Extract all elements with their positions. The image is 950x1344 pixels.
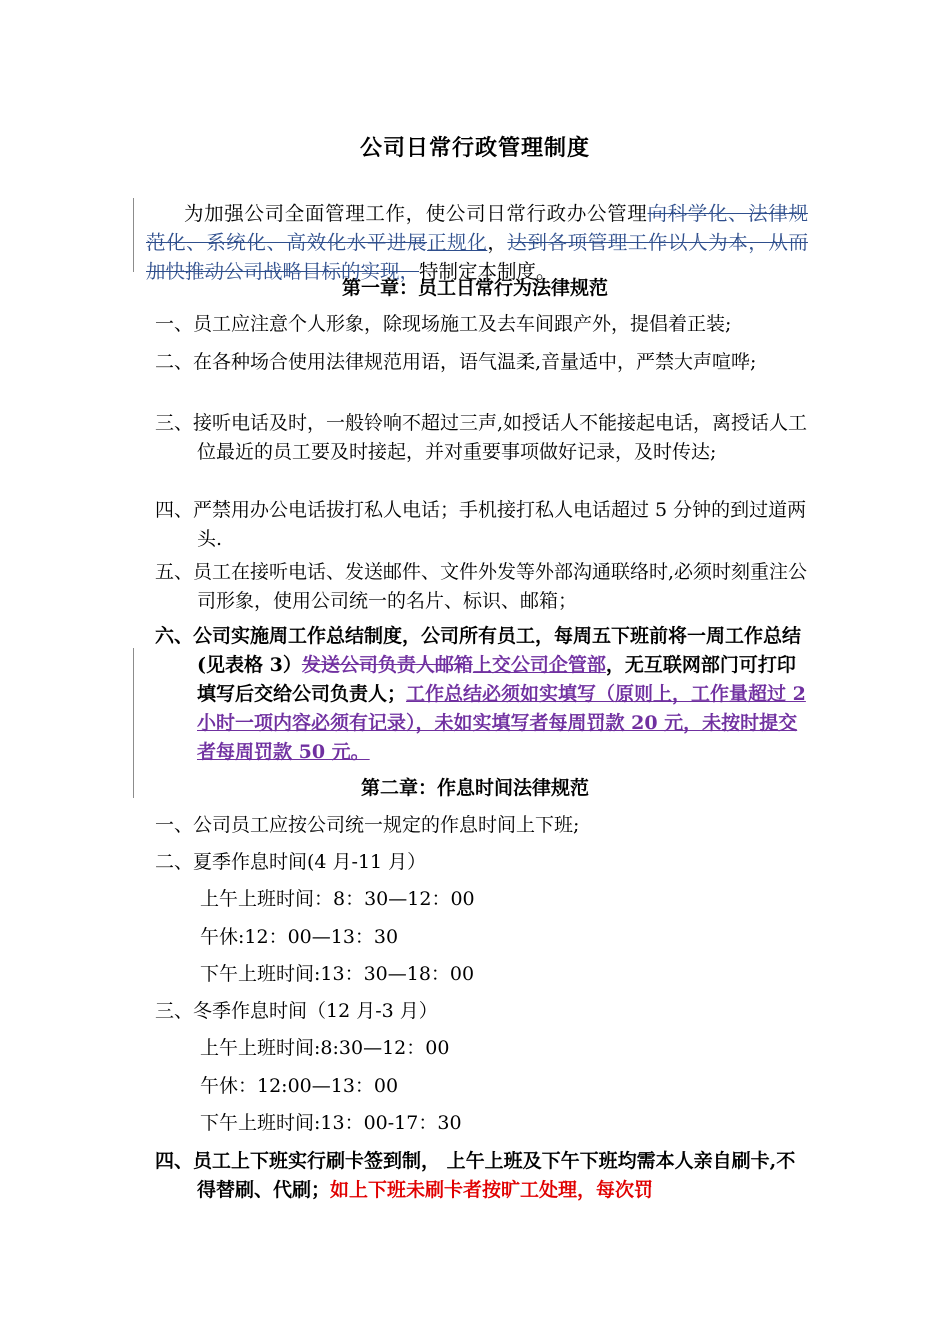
rule-item: 三、接听电话及时，一般铃响不超过三声,如授话人不能接起电话，离授话人工位最近的员工要及时接起，并对重要事项做好记录，及时传达; (155, 412, 808, 463)
document-title: 公司日常行政管理制度 (359, 135, 590, 161)
item6-deleted-text: 发送公司负责人邮箱 (301, 654, 473, 676)
schedule-item: 三、冬季作息时间（12 月-3 月） (155, 1000, 438, 1022)
chapter-2-title: 第二章：作息时间法律规范 (360, 777, 589, 799)
item6-text: 六、公司实施周工作总结制度，公司所有员工，每周五下班前将一周工作总结(见表格 3） (155, 625, 802, 676)
schedule-item: 一、公司员工应按公司统一规定的作息时间上下班; (155, 814, 580, 836)
rule-item: 五、员工在接听电话、发送邮件、文件外发等外部沟通联络时,必须时刻重注公司形象，使用公司统一的名片、标识、邮箱； (155, 561, 808, 612)
item6-inserted-text: 工作总结必须如实填写（原则上，工作量超过 2 小时一项内容必须有记录），未如实填写者每周罚款 20 元，未按时提交者每周罚款 50 元。 (197, 683, 806, 763)
intro-inserted-text: 正规化 (427, 231, 488, 254)
intro-text: ， (487, 231, 508, 254)
intro-deleted-text: 向科学化、法律规范化、系统化、高效化水平进展 (146, 202, 808, 254)
winter-time-row: 上午上班时间:8:30—12：00 (200, 1037, 450, 1059)
summer-time-row: 下午上班时间:13：30—18：00 (200, 963, 475, 985)
schedule-item: 二、夏季作息时间(4 月-11 月） (155, 851, 427, 873)
item6-inserted-text: 上交公司企管部 (472, 654, 606, 676)
summer-time-row: 上午上班时间：8：30—12：00 (200, 888, 475, 910)
schedule-item-4 (155, 1147, 809, 1205)
item4-text: 四、员工上下班实行刷卡签到制， 上午上班及下午下班均需本人亲自刷卡,不得替刷、代刷； (155, 1150, 796, 1201)
intro-text: 为加强公司全面管理工作，使公司日常行政办公管理 (184, 202, 648, 225)
winter-time-row: 午休：12:00—13：00 (200, 1075, 399, 1097)
revision-bar (133, 198, 134, 272)
rule-item: 一、员工应注意个人形象，除现场施工及去车间跟产外，提倡着正装; (155, 313, 732, 335)
chapter-1-title: 第一章：员工日常行为法律规范 (341, 277, 608, 299)
rule-item: 四、严禁用办公电话拔打私人电话；手机接打私人电话超过 5 分钟的到过道两头. (155, 499, 807, 550)
item4-red-text: 如上下班未刷卡者按旷工处理，每次罚 (330, 1179, 654, 1201)
summer-time-row: 午休:12：00—13：30 (200, 926, 399, 948)
rule-item: 二、在各种场合使用法律规范用语，语气温柔,音量适中，严禁大声喧哗; (155, 351, 757, 373)
intro-deleted-text: 达到各项管理工作以人为本，从而加快推动公司战略目标的实现， (146, 231, 808, 283)
winter-time-row: 下午上班时间:13：00-17：30 (200, 1112, 462, 1134)
rule-item-6 (155, 622, 809, 767)
item6-text: ，无互联网部门可打印填写后交给公司负责人； (197, 654, 796, 705)
intro-text: 特制定本制度。 (419, 260, 556, 283)
